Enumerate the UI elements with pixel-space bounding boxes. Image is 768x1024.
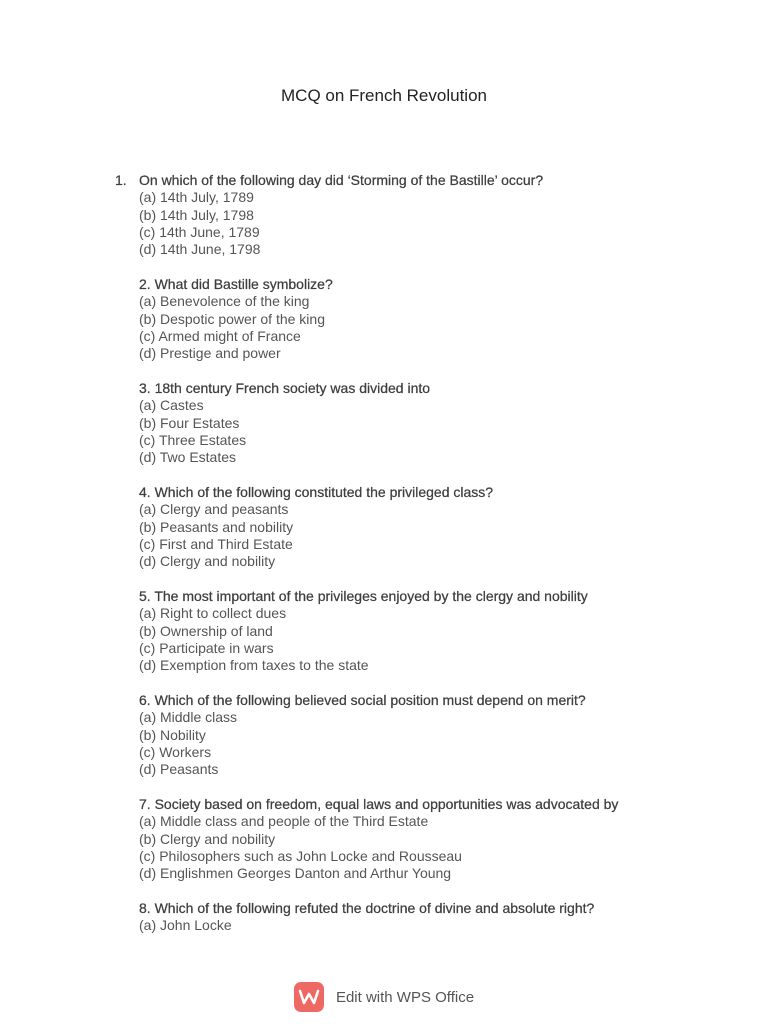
- question-5: [139, 588, 719, 674]
- option-b: (b) Four Estates: [139, 414, 240, 431]
- option-d: (d) 14th June, 1798: [139, 241, 261, 258]
- option-c: (c) Three Estates: [139, 431, 247, 448]
- question-text: 6. Which of the following believed social position must depend on merit?: [139, 692, 586, 708]
- question-text: On which of the following day did ‘Storming of the Bastille’ occur?: [139, 172, 544, 188]
- option-a: (a) 14th July, 1789: [139, 189, 254, 206]
- option-a: (a) Clergy and peasants: [139, 501, 289, 518]
- option-b: (b) 14th July, 1798: [139, 206, 254, 223]
- question-7: [139, 796, 719, 882]
- question-2: [139, 276, 719, 362]
- option-d: (d) Prestige and power: [139, 345, 281, 362]
- question-number: 1.: [115, 172, 127, 188]
- option-d: (d) Peasants: [139, 761, 219, 778]
- question-text: 4. Which of the following constituted the privileged class?: [139, 484, 494, 500]
- option-a: (a) Middle class: [139, 709, 238, 726]
- wps-office-logo-icon: [294, 982, 324, 1012]
- option-a: (a) Right to collect dues: [139, 605, 287, 622]
- option-d: (d) Clergy and nobility: [139, 553, 276, 570]
- option-b: (b) Nobility: [139, 726, 206, 743]
- option-d: (d) Two Estates: [139, 449, 237, 466]
- option-b: (b) Despotic power of the king: [139, 310, 325, 327]
- option-c: (c) 14th June, 1789: [139, 223, 260, 240]
- question-text: 3. 18th century French society was divided into: [139, 380, 431, 396]
- edit-with-wps-link[interactable]: Edit with WPS Office: [335, 988, 475, 1006]
- option-a: (a) Benevolence of the king: [139, 293, 310, 310]
- option-a: (a) Castes: [139, 397, 204, 414]
- option-b: (b) Clergy and nobility: [139, 830, 276, 847]
- question-text: 2. What did Bastille symbolize?: [139, 276, 333, 292]
- question-3: [139, 380, 719, 466]
- question-text: 8. Which of the following refuted the doctrine of divine and absolute right?: [139, 900, 595, 916]
- option-c: (c) Armed might of France: [139, 327, 301, 344]
- option-c: (c) Workers: [139, 743, 212, 760]
- question-1: [115, 172, 719, 258]
- option-c: (c) Participate in wars: [139, 639, 274, 656]
- wps-edit-banner[interactable]: [0, 982, 768, 1012]
- option-b: (b) Peasants and nobility: [139, 518, 294, 535]
- question-text: 5. The most important of the privileges enjoyed by the clergy and nobility: [139, 588, 588, 604]
- question-4: [139, 484, 719, 570]
- option-a: (a) John Locke: [139, 917, 232, 934]
- option-d: (d) Englishmen Georges Danton and Arthur Young: [139, 865, 452, 882]
- question-8: [139, 900, 719, 935]
- option-c: (c) First and Third Estate: [139, 535, 293, 552]
- question-text: 7. Society based on freedom, equal laws and opportunities was advocated by: [139, 796, 619, 812]
- option-c: (c) Philosophers such as John Locke and Rousseau: [139, 847, 462, 864]
- option-d: (d) Exemption from taxes to the state: [139, 657, 369, 674]
- option-b: (b) Ownership of land: [139, 622, 273, 639]
- page-title: MCQ on French Revolution: [281, 86, 487, 105]
- question-6: [139, 692, 719, 778]
- option-a: (a) Middle class and people of the Third Estate: [139, 813, 429, 830]
